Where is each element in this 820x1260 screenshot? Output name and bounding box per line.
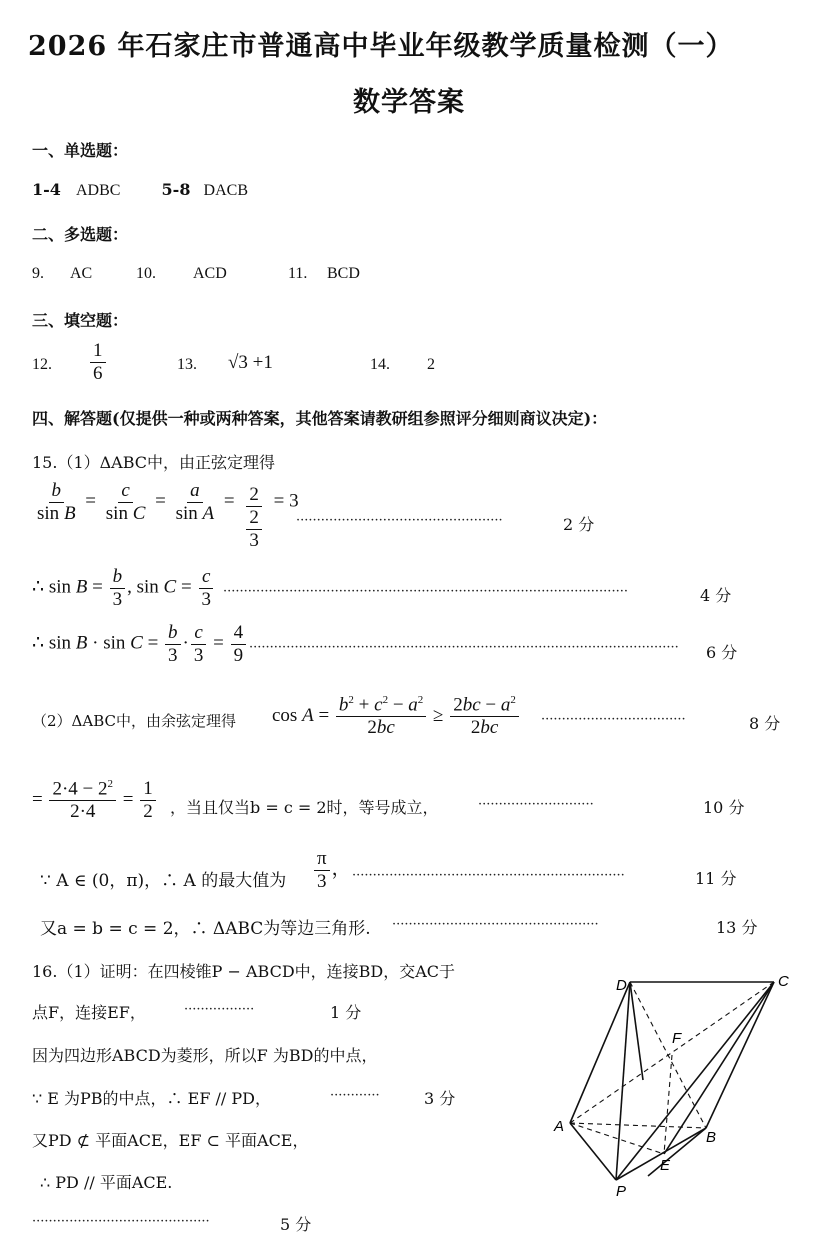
answers-5-8: DACB	[203, 182, 248, 199]
q15-line7-score: 13 分	[716, 918, 758, 937]
q16-line6: ∴ PD // 平面ACE.	[40, 1173, 173, 1192]
page-title: 2026 年石家庄市普通高中毕业年级教学质量检测（一）	[28, 31, 734, 62]
q15-line6-score: 11 分	[695, 869, 737, 888]
q10-answer: ACD	[193, 265, 227, 282]
q16-line2: 点F，连接EF，	[32, 1003, 146, 1022]
q11-answer: BCD	[327, 265, 360, 282]
q12-number: 12.	[32, 356, 52, 373]
vertex-label-A: A	[554, 1118, 565, 1135]
q15-line6-dots: ··································································	[352, 868, 625, 883]
section-single-choice: 一、单选题：	[32, 141, 129, 160]
q16-line4-score: 3 分	[424, 1089, 456, 1108]
q15-line4-score: 8 分	[749, 714, 781, 733]
q15-line4-dots: ···································	[541, 712, 686, 727]
q15-line3-dots: ········································································································	[249, 640, 679, 655]
q9-answer: AC	[70, 265, 93, 282]
q16-line4: ∵ E 为PB的中点，∴ EF // PD，	[32, 1089, 271, 1108]
pyramid-figure	[548, 960, 798, 1200]
q15-line1-dots: ··················································	[296, 513, 503, 528]
q16-line4-dots: ············	[330, 1088, 380, 1103]
vertex-label-C: C	[778, 973, 789, 990]
q15-line7-dots: ··················································	[392, 917, 599, 932]
vertex-label-D: D	[616, 977, 627, 994]
q14-number: 14.	[370, 356, 390, 373]
q15-line3-score: 6 分	[706, 643, 738, 662]
range-label-1-4: 1-4	[32, 180, 61, 199]
q15-intro: 15.（1）ΔABC中，由正弦定理得	[32, 453, 276, 472]
range-label-5-8: 5-8	[161, 180, 191, 199]
q15-line6-frac: $\frac{\pi}{3}$ ，	[312, 848, 351, 893]
q9-number: 9.	[32, 265, 44, 282]
section-fill-blank: 三、填空题：	[32, 311, 129, 330]
q16-line2-dots: ·················	[184, 1002, 255, 1017]
q11-number: 11.	[288, 265, 308, 282]
q15-line5-dots: ····························	[478, 797, 594, 812]
q16-line2-score: 1 分	[330, 1003, 362, 1022]
vertex-label-P: P	[616, 1183, 627, 1200]
q10-number: 10.	[136, 265, 156, 282]
q15-line5-equation: = $\frac{2\cdot 4 - 2^2}{2\cdot 4}$ = $\frac{1}{2}$	[32, 778, 158, 823]
section-solutions: 四、解答题(仅提供一种或两种答案，其他答案请教研组参照评分细则商议决定)：	[32, 409, 608, 428]
q14-answer: 2	[427, 356, 435, 373]
page-subtitle: 数学答案	[353, 87, 465, 118]
q15-line6-text: ∵ A ∈ (0，π)，∴ A 的最大值为	[40, 871, 287, 891]
vertex-label-E: E	[660, 1157, 671, 1174]
q16-line7-dots: ···········································	[32, 1214, 210, 1229]
q15-line5-text: ，当且仅当b = c = 2时，等号成立，	[170, 798, 439, 817]
q13-answer: √3 +1	[228, 352, 273, 373]
q15-line1-score: 2 分	[563, 515, 595, 534]
q15-sine-law-equation: $\frac{b}{\text{sin B}}$ = $\frac{c}{\text{sin C}}$ = $\frac{a}{\text{sin A}}$ = $\frac{2}{\frac{2}{3}}$ = 3	[37, 480, 299, 551]
vertex-label-F: F	[672, 1030, 682, 1047]
q16-line5: 又PD ⊄ 平面ACE，EF ⊂ 平面ACE，	[32, 1131, 309, 1150]
q12-numerator: 1	[90, 340, 106, 363]
q12-answer	[88, 340, 108, 385]
q16-line1: 16.（1）证明：在四棱锥P − ABCD中，连接BD，交AC于	[32, 962, 456, 981]
q15-part2-prefix: （2）ΔABC中，由余弦定理得	[32, 712, 236, 730]
section-multi-choice: 二、多选题：	[32, 225, 129, 244]
q15-line3-equation: ∴ sin B · sin C = $\frac{b}{3}$ · $\frac{c}{3}$ = $\frac{4}{9}$	[32, 622, 248, 667]
vertex-label-B: B	[706, 1129, 717, 1146]
q15-line2-dots: ··································································································	[223, 584, 628, 599]
q15-line5-score: 10 分	[703, 798, 745, 817]
q16-line7-score: 5 分	[280, 1215, 312, 1234]
q16-line3: 因为四边形ABCD为菱形，所以F 为BD的中点，	[32, 1046, 378, 1065]
answers-1-4: ADBC	[76, 182, 121, 199]
q15-cosine-equation: cos A = $\frac{b^2 + c^2 - a^2}{2bc}$ ≥ $\frac{2bc - a^2}{2bc}$	[272, 694, 521, 739]
q15-line2-equation: ∴ sin B = $\frac{b}{3}$ , sin C = $\frac{c}{3}$	[32, 566, 216, 611]
q12-denominator: 6	[93, 362, 103, 384]
q13-number: 13.	[177, 356, 197, 373]
single-choice-answers	[32, 180, 248, 200]
q15-line2-score: 4 分	[700, 586, 732, 605]
q15-line7-text: 又a = b = c = 2，∴ ΔABC为等边三角形.	[40, 919, 371, 939]
